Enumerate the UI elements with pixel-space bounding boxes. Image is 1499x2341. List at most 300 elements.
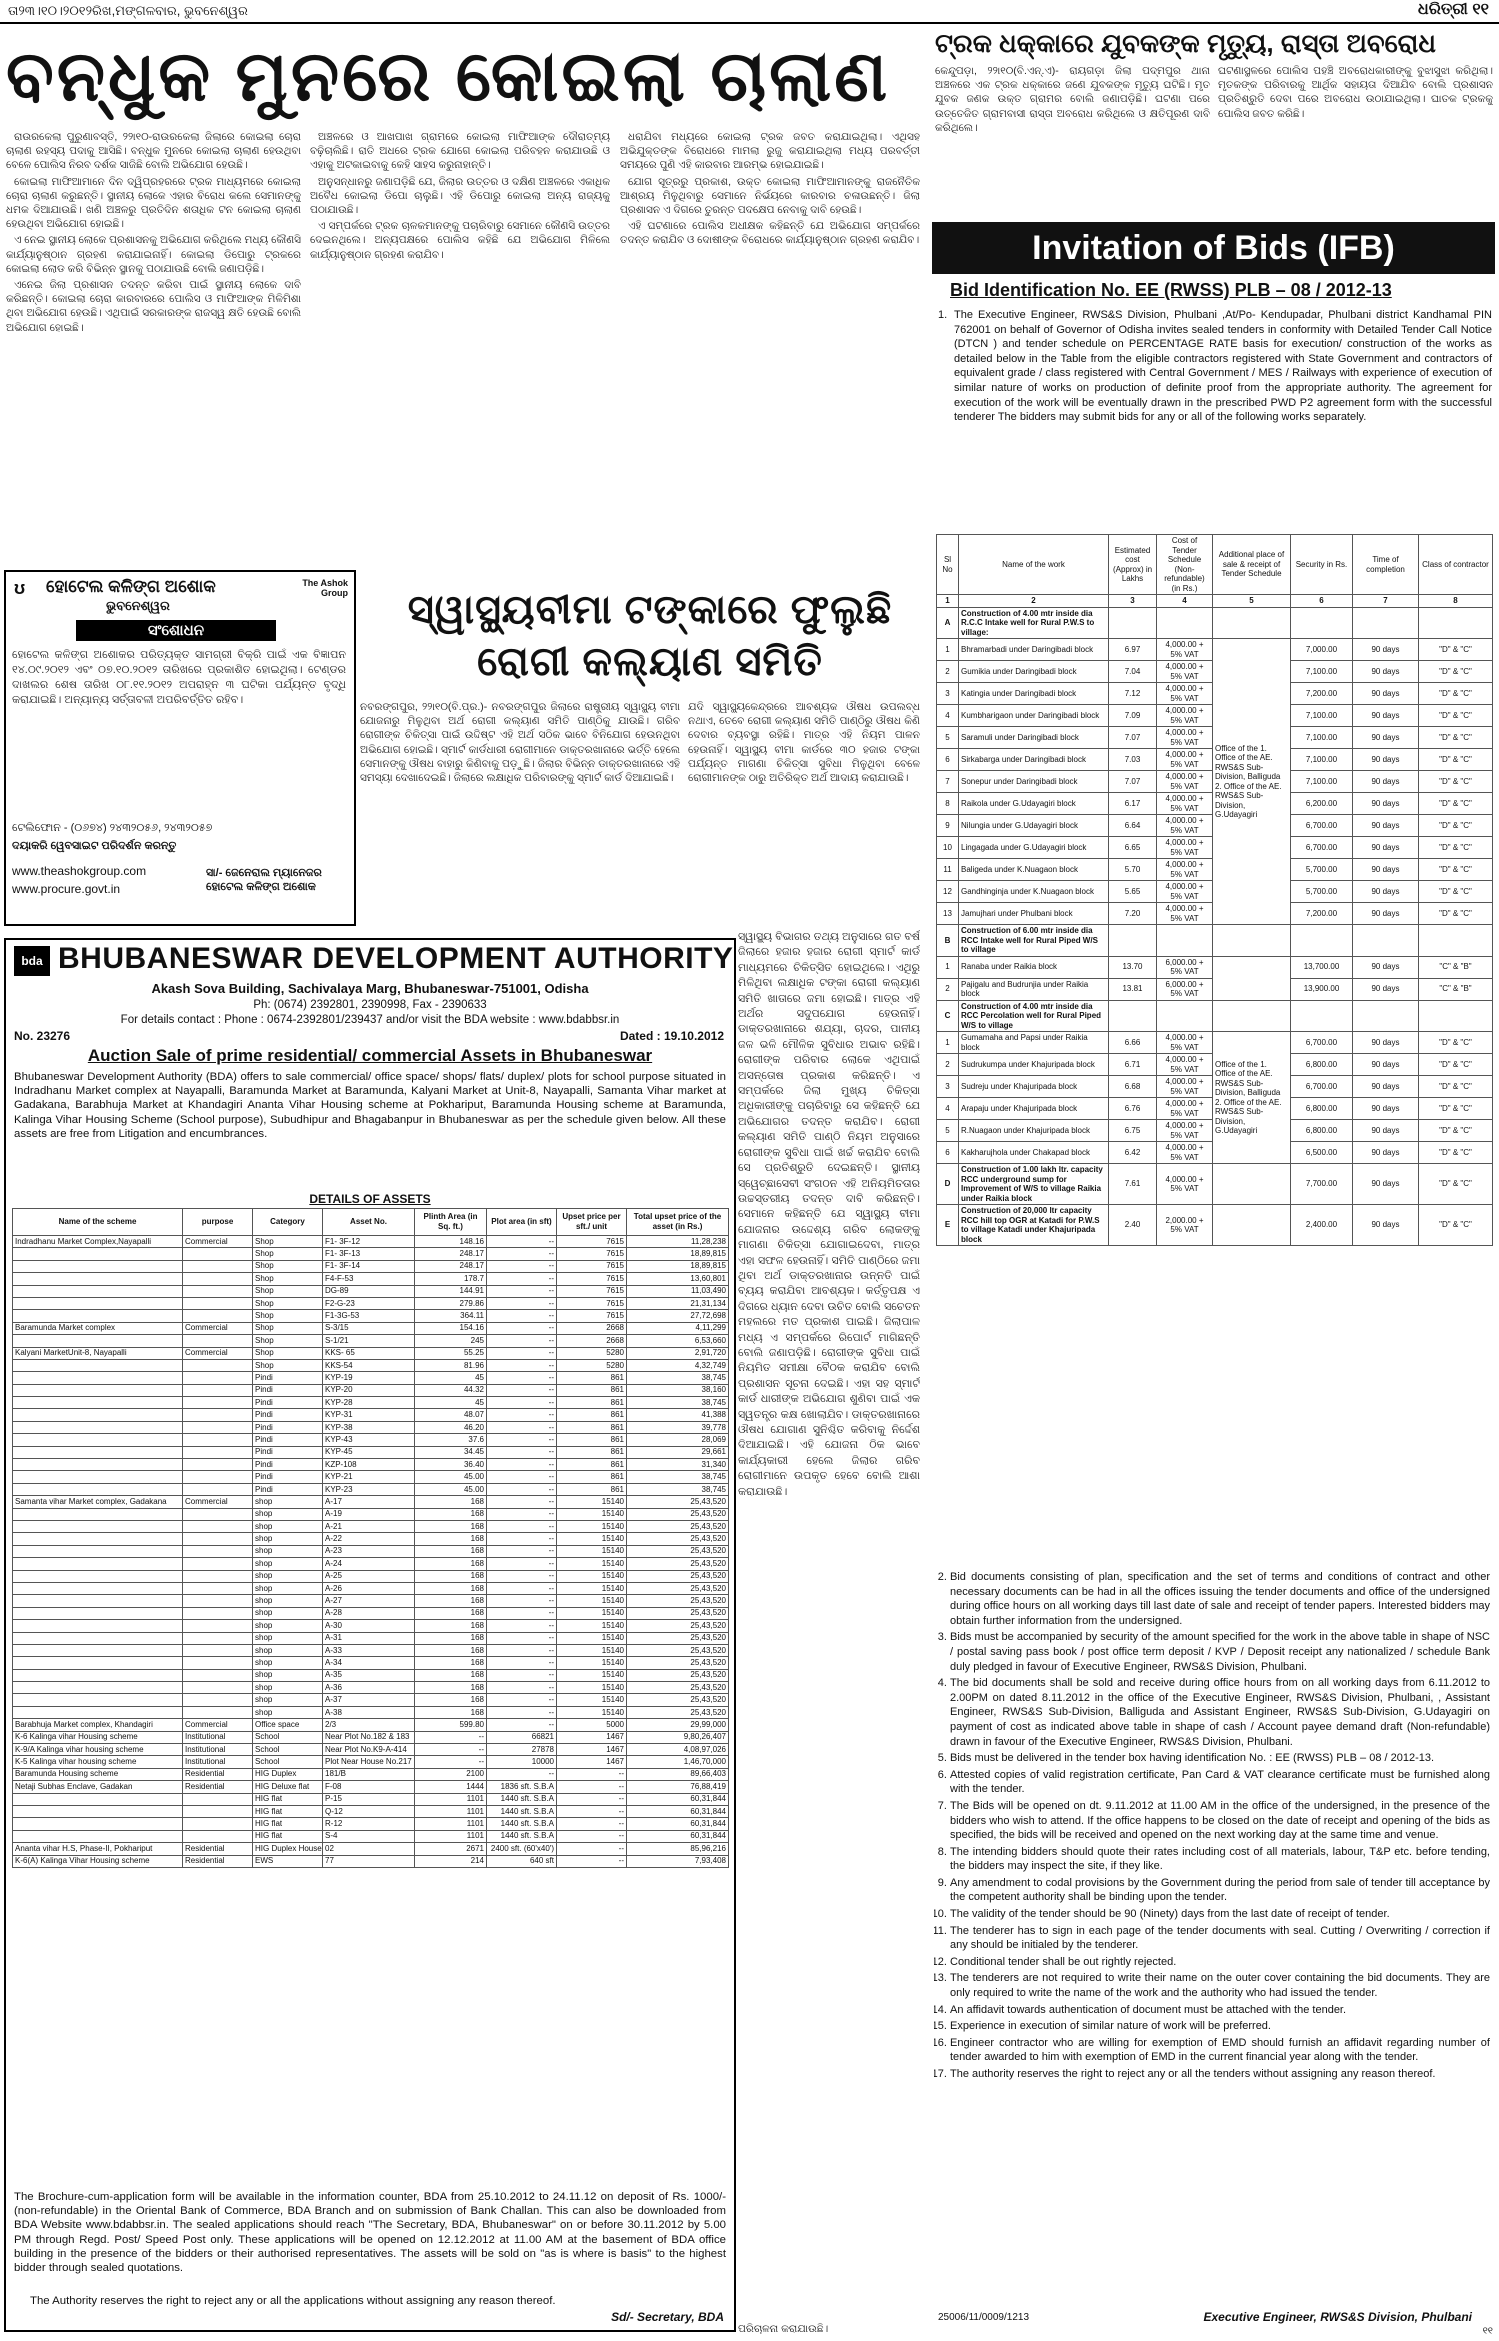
table-cell: 55.25 <box>415 1347 487 1359</box>
table-cell: Pindi <box>253 1459 323 1471</box>
table-cell: 6.68 <box>1109 1076 1157 1098</box>
table-cell <box>13 1669 183 1681</box>
table-cell: Institutional <box>183 1731 253 1743</box>
table-cell: 60,31,844 <box>627 1805 729 1817</box>
table-cell: -- <box>487 1459 557 1471</box>
table-cell: 2671 <box>415 1843 487 1855</box>
table-cell: 90 days <box>1353 1164 1419 1205</box>
column-header: Category <box>253 1209 323 1236</box>
column-number: 3 <box>1109 595 1157 608</box>
table-cell: 168 <box>415 1706 487 1718</box>
table-cell: 25,43,520 <box>627 1682 729 1694</box>
table-cell: 7,200.00 <box>1291 903 1353 925</box>
table-cell: 13,700.00 <box>1291 956 1353 978</box>
table-cell: 45 <box>415 1372 487 1384</box>
table-cell: F1- 3F-12 <box>323 1236 415 1248</box>
second-story-col2: ଘଟଣାସ୍ଥଳରେ ପୋଲିସ ପହଞ୍ଚି ଅବରୋଧକାରୀଙ୍କୁ ବୁଝାସୁଝା କରିଥିଲା। ମୃତକଙ୍କ ପରିବାରକୁ ଆର୍ଥିକ ସହାୟତା ଦିଆଯିବ ବୋଲି ପ୍ରଶାସନ ପ୍ରତିଶ୍ରୁତି ଦେବା ପରେ ଅବରୋଧ ଉଠାଯାଇଥିଲା। ଘାତକ ଟ୍ରକକୁ ପୋଲିସ ଜବତ କରିଛି। <box>1218 65 1493 120</box>
table-cell: 7.20 <box>1109 903 1157 925</box>
table-cell: 7615 <box>557 1310 627 1322</box>
table-cell: 4,000.00 + 5% VAT <box>1157 727 1213 749</box>
table-cell: HIG Deluxe flat <box>253 1781 323 1793</box>
table-cell: EWS <box>253 1855 323 1867</box>
hotel-name: ହୋଟେଲ କଳିଙ୍ଗ ଅଶୋକ <box>46 577 216 596</box>
table-cell: 4,000.00 + 5% VAT <box>1157 815 1213 837</box>
table-cell: 13.81 <box>1109 978 1157 1000</box>
table-cell: 168 <box>415 1508 487 1520</box>
table-cell <box>13 1359 183 1371</box>
table-cell: "D" & "C" <box>1419 1076 1493 1098</box>
group-title: Construction of 20,000 ltr capacity RCC hill top OGR at Katadi for P.W.S to village Katadi under Khajuripada block <box>959 1205 1109 1246</box>
table-cell <box>13 1657 183 1669</box>
table-cell: 38,745 <box>627 1372 729 1384</box>
table-cell: 21,31,134 <box>627 1297 729 1309</box>
table-cell <box>13 1421 183 1433</box>
hotel-city: ଭୁବନେଶ୍ୱର <box>106 598 170 613</box>
page-header <box>0 0 1499 24</box>
table-cell: Pindi <box>253 1397 323 1409</box>
notice-title: ସଂଶୋଧନ <box>76 620 276 641</box>
table-cell: 39,778 <box>627 1421 729 1433</box>
table-cell <box>183 1607 253 1619</box>
table-cell: 25,43,520 <box>627 1595 729 1607</box>
table-cell: 861 <box>557 1397 627 1409</box>
table-row <box>13 1644 729 1656</box>
table-cell: A-26 <box>323 1582 415 1594</box>
table-cell: 5,700.00 <box>1291 881 1353 903</box>
table-cell <box>183 1805 253 1817</box>
table-cell: School <box>253 1744 323 1756</box>
column-header: Asset No. <box>323 1209 415 1236</box>
table-row <box>13 1818 729 1830</box>
table-cell <box>183 1434 253 1446</box>
table-cell: 25,43,520 <box>627 1632 729 1644</box>
table-cell <box>183 1818 253 1830</box>
group-letter: C <box>937 1000 959 1032</box>
table-cell: KYP-23 <box>323 1483 415 1495</box>
table-cell: S-4 <box>323 1830 415 1842</box>
table-cell: -- <box>487 1471 557 1483</box>
table-cell: 5 <box>937 1120 959 1142</box>
table-cell: 38,745 <box>627 1471 729 1483</box>
table-cell: DG-89 <box>323 1285 415 1297</box>
ifb-ad <box>932 222 1495 2340</box>
table-cell: F1-3G-53 <box>323 1310 415 1322</box>
table-cell: R-12 <box>323 1818 415 1830</box>
table-cell: 640 sft <box>487 1855 557 1867</box>
table-cell <box>13 1644 183 1656</box>
hotel-web1[interactable]: www.theashokgroup.com <box>12 864 147 878</box>
table-cell: 25,43,520 <box>627 1533 729 1545</box>
table-cell <box>13 1459 183 1471</box>
table-cell: 168 <box>415 1558 487 1570</box>
table-cell: 4,000.00 + 5% VAT <box>1157 771 1213 793</box>
table-cell: 15140 <box>557 1508 627 1520</box>
table-cell: 168 <box>415 1595 487 1607</box>
table-cell <box>183 1694 253 1706</box>
paragraph: ଅଞ୍ଚଳରେ ଓ ଆଖପାଖ ଗ୍ରାମରେ କୋଇଲା ମାଫିଆଙ୍କ ଦୌରାତ୍ମ୍ୟ ବଢ଼ିଚାଲିଛି। ରାତି ଅଧରେ ଟ୍ରକ ଯୋଗେ କୋଇଲା ପରିବହନ କରାଯାଉଛି ଓ ଏହାକୁ ଅଟକାଇବାକୁ କେହି ସାହସ କରୁନାହାନ୍ତି। <box>310 131 610 172</box>
table-cell: 4,000.00 + 5% VAT <box>1157 749 1213 771</box>
table-cell: 13,60,801 <box>627 1273 729 1285</box>
table-cell: Pindi <box>253 1384 323 1396</box>
table-cell: 7,100.00 <box>1291 727 1353 749</box>
table-cell <box>13 1595 183 1607</box>
table-row <box>13 1607 729 1619</box>
table-row <box>13 1397 729 1409</box>
table-cell: 90 days <box>1353 815 1419 837</box>
table-cell: 15140 <box>557 1520 627 1532</box>
table-cell <box>13 1248 183 1260</box>
table-row <box>13 1471 729 1483</box>
table-cell <box>13 1632 183 1644</box>
table-cell: Gumikia under Daringibadi block <box>959 661 1109 683</box>
table-cell: 11,03,490 <box>627 1285 729 1297</box>
table-cell: 7,100.00 <box>1291 771 1353 793</box>
table-cell: A-34 <box>323 1657 415 1669</box>
table-cell: 4,11,299 <box>627 1322 729 1334</box>
table-row <box>13 1421 729 1433</box>
table-cell: 13.70 <box>1109 956 1157 978</box>
bda-footer2: The Authority reserves the right to reject any or all the applications without assigning any reason thereof. <box>30 2295 556 2307</box>
table-row <box>13 1669 729 1681</box>
table-cell: "D" & "C" <box>1419 1205 1493 1246</box>
table-cell: Commercial <box>183 1719 253 1731</box>
table-cell <box>183 1397 253 1409</box>
table-cell: 6,700.00 <box>1291 815 1353 837</box>
table-cell: 1101 <box>415 1805 487 1817</box>
table-cell: 245 <box>415 1335 487 1347</box>
hotel-phone: ଟେଲିଫୋନ - (୦୬୭୪) ୨୪୩୨୦୫୬, ୨୪୩୨୦୫୭ <box>12 822 213 834</box>
column-header: purpose <box>183 1209 253 1236</box>
table-cell: HIG flat <box>253 1805 323 1817</box>
table-cell: Samanta vihar Market complex, Gadakana <box>13 1496 183 1508</box>
table-cell: 7,93,408 <box>627 1855 729 1867</box>
table-cell: 7.04 <box>1109 661 1157 683</box>
table-cell: Residential <box>183 1781 253 1793</box>
column-number: 7 <box>1353 595 1419 608</box>
table-cell: 90 days <box>1353 705 1419 727</box>
table-cell: 6,500.00 <box>1291 1142 1353 1164</box>
table-cell: HIG Duplex <box>253 1768 323 1780</box>
table-row <box>13 1347 729 1359</box>
bda-address: Akash Sova Building, Sachivalaya Marg, Bhubaneswar-751001, Odisha <box>151 981 589 996</box>
table-cell: 7,100.00 <box>1291 749 1353 771</box>
table-row <box>13 1285 729 1297</box>
table-cell: 8 <box>937 793 959 815</box>
table-cell: Sonepur under Daringibadi block <box>959 771 1109 793</box>
group-letter: A <box>937 607 959 639</box>
bda-no: No. 23276 <box>14 1029 71 1043</box>
table-cell: Office of the 1. Office of the AE. RWS&S Sub-Division, Balliguda 2. Office of the AE. RWS&S Sub-Division, G.Udayagiri <box>1213 1032 1291 1164</box>
table-cell: 10 <box>937 837 959 859</box>
ifb-bid-id: Bid Identification No. EE (RWSS) PLB – 08 / 2012-13 <box>950 280 1392 300</box>
table-row <box>937 956 1493 978</box>
table-cell: -- <box>487 1719 557 1731</box>
table-cell <box>13 1297 183 1309</box>
table-cell: Shop <box>253 1248 323 1260</box>
table-cell: Baligeda under K.Nuagaon block <box>959 859 1109 881</box>
table-cell: 12 <box>937 881 959 903</box>
table-cell: -- <box>487 1520 557 1532</box>
table-row <box>13 1632 729 1644</box>
table-cell: Bhramarbadi under Daringibadi block <box>959 639 1109 661</box>
table-cell: 18,89,815 <box>627 1248 729 1260</box>
health-story-col3: ସ୍ୱାସ୍ଥ୍ୟ ବିଭାଗର ତଥ୍ୟ ଅନୁସାରେ ଗତ ବର୍ଷ ଜିଲାରେ ହଜାର ହଜାର ରୋଗୀ ସ୍ମାର୍ଟ କାର୍ଡ ମାଧ୍ୟମରେ ଚିକିତ୍ସିତ ହୋଇଥିଲେ। ଏଥିରୁ ମିଳିଥିବା ଲକ୍ଷାଧିକ ଟଙ୍କା ରୋଗୀ କଲ୍ୟାଣ ସମିତି ଖାତାରେ ଜମା ହୋଇଛି। ମାତ୍ର ଏହି ଅର୍ଥର ସଦୁପଯୋଗ ହେଉନାହିଁ। ଡାକ୍ତରଖାନାରେ ଶଯ୍ୟା, ଚାଦର, ପାନୀୟ ଜଳ ଭଳି ମୌଳିକ ସୁବିଧାର ଅଭାବ ରହିଛି। ରୋଗୀଙ୍କ ପରିବାର ଲୋକେ ଏଥିପାଇଁ ଅସନ୍ତୋଷ ପ୍ରକାଶ କରିଛନ୍ତି। ଏ ସମ୍ପର୍କରେ ଜିଲା ମୁଖ୍ୟ ଚିକିତ୍ସା ଅଧିକାରୀଙ୍କୁ ପଚାରିବାରୁ ସେ କହିଛନ୍ତି ଯେ ଅଭିଯୋଗର ତଦନ୍ତ କରାଯିବ। ରୋଗୀ କଲ୍ୟାଣ ସମିତି ପାଣ୍ଠି ନିୟମ ଅନୁସାରେ ରୋଗୀଙ୍କ ସୁବିଧା ପାଇଁ ଖର୍ଚ୍ଚ କରାଯିବ ବୋଲି ସେ ପ୍ରତିଶ୍ରୁତି ଦେଇଛନ୍ତି। ସ୍ଥାନୀୟ ସ୍ୱେଚ୍ଛାସେବୀ ସଂଗଠନ ଏହି ଅନିୟମିତତାର ଉଚ୍ଚସ୍ତରୀୟ ତଦନ୍ତ ଦାବି କରିଛନ୍ତି। ସେମାନେ କହିଛନ୍ତି ଯେ ସ୍ୱାସ୍ଥ୍ୟ ବୀମା ଯୋଜନାର ଉଦ୍ଦେଶ୍ୟ ଗରିବ ଲୋକଙ୍କୁ ମାଗଣା ଚିକିତ୍ସା ଯୋଗାଇଦେବା, ମାତ୍ର ଏହା ସଫଳ ହେଉନାହିଁ। ସମିତି ପାଣ୍ଠିରେ ଜମା ଥିବା ଅର୍ଥ ଡାକ୍ତରଖାନାର ଉନ୍ନତି ପାଇଁ ବ୍ୟୟ କରାଯିବା ଆବଶ୍ୟକ। କର୍ତ୍ତୃପକ୍ଷ ଏ ଦିଗରେ ଧ୍ୟାନ ଦେବା ଉଚିତ ବୋଲି ସଚେତନ ମହଲରେ ମତ ପ୍ରକାଶ ପାଇଛି। ଜିଲାପାଳ ମଧ୍ୟ ଏ ସମ୍ପର୍କରେ ରିପୋର୍ଟ ମାଗିଛନ୍ତି ବୋଲି ଜଣାପଡ଼ିଛି। ରୋଗୀଙ୍କ ସୁବିଧା ପାଇଁ ନିୟମିତ ସମୀକ୍ଷା ବୈଠକ କରାଯିବ ବୋଲି ପ୍ରଶାସନ ସୂଚନା ଦେଇଛି। ଏହା ସହ ସ୍ମାର୍ଟ କାର୍ଡ ଧାରୀଙ୍କ ଅଭିଯୋଗ ଶୁଣିବା ପାଇଁ ଏକ ସ୍ୱତନ୍ତ୍ର କକ୍ଷ ଖୋଲାଯିବ। ଡାକ୍ତରଖାନାରେ ଔଷଧ ଯୋଗାଣ ସୁନିଶ୍ଚିତ କରିବାକୁ ନିର୍ଦ୍ଦେଶ ଦିଆଯାଇଛି। ଏହି ଯୋଜନା ଠିକ ଭାବେ କାର୍ଯ୍ୟକାରୀ ହେଲେ ଜିଲାର ଗରିବ ରୋଗୀମାନେ ଉପକୃତ ହେବେ ବୋଲି ଆଶା କରାଯାଉଛି। <box>738 931 920 1498</box>
table-cell: 25,43,520 <box>627 1657 729 1669</box>
table-cell: 5280 <box>557 1347 627 1359</box>
table-cell: 38,160 <box>627 1384 729 1396</box>
table-cell <box>1213 607 1291 639</box>
table-cell: 5280 <box>557 1359 627 1371</box>
table-cell <box>1157 607 1213 639</box>
table-cell: 5,700.00 <box>1291 859 1353 881</box>
condition-item: 6. Attested copies of valid registration certificate, Pan Card & VAT clearance certificate must be furnished along with the tender. <box>950 1768 1490 1797</box>
table-cell: A-38 <box>323 1706 415 1718</box>
table-cell: 6,700.00 <box>1291 1032 1353 1054</box>
table-cell: K-5 Kalinga vihar housing scheme <box>13 1756 183 1768</box>
table-cell: 7615 <box>557 1248 627 1260</box>
table-cell: 90 days <box>1353 978 1419 1000</box>
table-cell: 7,200.00 <box>1291 683 1353 705</box>
table-cell: 15140 <box>557 1558 627 1570</box>
table-cell <box>13 1310 183 1322</box>
table-row <box>13 1446 729 1458</box>
table-cell: 6.64 <box>1109 815 1157 837</box>
table-row <box>13 1483 729 1495</box>
table-cell <box>183 1830 253 1842</box>
table-cell: KYP-20 <box>323 1384 415 1396</box>
table-cell <box>13 1260 183 1272</box>
table-cell: 90 days <box>1353 837 1419 859</box>
table-cell: F1- 3F-14 <box>323 1260 415 1272</box>
table-cell: Gumamaha and Papsi under Raikia block <box>959 1032 1109 1054</box>
table-cell: 7615 <box>557 1260 627 1272</box>
table-cell: shop <box>253 1694 323 1706</box>
table-cell <box>1157 925 1213 957</box>
table-cell: 6,000.00 + 5% VAT <box>1157 956 1213 978</box>
table-row <box>13 1793 729 1805</box>
table-cell: 25,43,520 <box>627 1558 729 1570</box>
table-cell: 25,43,520 <box>627 1607 729 1619</box>
condition-item: 9. Any amendment to codal provisions by the Government during the period from sale of tender till acceptance by the competent authority shall be binding upon the tender. <box>950 1876 1490 1905</box>
table-cell: -- <box>487 1669 557 1681</box>
table-cell: Shop <box>253 1335 323 1347</box>
table-cell: 90 days <box>1353 1032 1419 1054</box>
table-cell: 1101 <box>415 1818 487 1830</box>
table-cell: "D" & "C" <box>1419 771 1493 793</box>
table-cell: 4,000.00 + 5% VAT <box>1157 793 1213 815</box>
table-row <box>13 1620 729 1632</box>
table-row <box>937 1205 1493 1246</box>
paragraph: ଏନେଇ ଜିଲା ପ୍ରଶାସନ ତଦନ୍ତ କରିବା ପାଇଁ ସ୍ଥାନୀୟ ଲୋକେ ଦାବି କରିଛନ୍ତି। କୋଇଲା ଚୋରା କାରବାରରେ ପୋଲିସ ଓ ମାଫିଆଙ୍କ ମିଳିମିଶା ଥିବା ଅଭିଯୋଗ ହେଉଛି। ଏଥିପାଇଁ ସରକାରଙ୍କ ରାଜସ୍ୱ କ୍ଷତି ହେଉଛି ବୋଲି ଅଭିଯୋଗ ହୋଇଛି। <box>6 279 301 334</box>
bda-dated: Dated : 19.10.2012 <box>619 1029 724 1043</box>
table-cell: "D" & "C" <box>1419 661 1493 683</box>
table-cell: 2400 sft. (60'x40') <box>487 1843 557 1855</box>
table-cell: 9,80,26,407 <box>627 1731 729 1743</box>
table-cell: 85,96,216 <box>627 1843 729 1855</box>
table-cell <box>13 1508 183 1520</box>
table-cell: 154.16 <box>415 1322 487 1334</box>
table-cell <box>183 1570 253 1582</box>
table-cell <box>1213 1164 1291 1205</box>
table-cell: 25,43,520 <box>627 1706 729 1718</box>
table-cell: shop <box>253 1582 323 1594</box>
table-cell: "C" & "B" <box>1419 978 1493 1000</box>
table-cell: -- <box>487 1682 557 1694</box>
table-cell: 2,000.00 + 5% VAT <box>1157 1205 1213 1246</box>
table-cell: 168 <box>415 1694 487 1706</box>
condition-item: 17. The authority reserves the right to reject any or all the tenders without assigning any reason thereof. <box>950 2067 1490 2082</box>
table-cell: -- <box>487 1297 557 1309</box>
table-cell: 168 <box>415 1582 487 1594</box>
health-story-col1: ନବରଙ୍ଗପୁର, ୨୨ା୧୦(ବି.ପ୍ର.)- ନବରଙ୍ଗପୁର ଜିଲାରେ ରାଷ୍ଟ୍ରୀୟ ସ୍ୱାସ୍ଥ୍ୟ ବୀମା ଯୋଜନାରୁ ମିଳୁଥିବା ଅର୍ଥ ରୋଗୀ କଲ୍ୟାଣ ସମିତି ପାଣ୍ଠିକୁ ଯାଉଛି। ଗରିବ ରୋଗୀଙ୍କ ଚିକିତ୍ସା ପାଇଁ ଉଦ୍ଦିଷ୍ଟ ଏହି ଅର୍ଥ ସଠିକ ଭାବେ ବିନିଯୋଗ ହେଉନଥିବା ଅଭିଯୋଗ ହୋଇଛି। ସ୍ମାର୍ଟ କାର୍ଡଧାରୀ ରୋଗୀମାନେ ଡାକ୍ତରଖାନାରେ ଭର୍ତ୍ତି ହେଲେ ସେମାନଙ୍କୁ ଔଷଧ ବାହାରୁ କିଣିବାକୁ ପଡ଼ୁଛି। ଜିଲାର ବିଭିନ୍ନ ଡାକ୍ତରଖାନାରେ ଏହି ସମସ୍ୟା ଦେଖାଦେଇଛି। ଜିଲାରେ ଲକ୍ଷାଧିକ ପରିବାରଙ୍କୁ ସ୍ମାର୍ଟ କାର୍ଡ ଦିଆଯାଇଛି। <box>360 701 680 785</box>
table-cell: A-21 <box>323 1520 415 1532</box>
table-cell: 6,800.00 <box>1291 1120 1353 1142</box>
table-cell: "D" & "C" <box>1419 683 1493 705</box>
table-cell: 7 <box>937 771 959 793</box>
table-cell: 7.61 <box>1109 1164 1157 1205</box>
table-cell: -- <box>487 1620 557 1632</box>
table-row <box>13 1520 729 1532</box>
second-story-col1: କେନ୍ଦୁପଡ଼ା, ୨୨ା୧୦(ବି.ଏନ୍.ଏ)- ରାୟଗଡ଼ା ଜିଲା ପଦ୍ମପୁର ଥାନା ଅଞ୍ଚଳରେ ଏକ ଟ୍ରକ ଧକ୍କାରେ ଜଣେ ଯୁବକଙ୍କ ମୃତ୍ୟୁ ଘଟିଛି। ମୃତ ଯୁବକ ଜଣକ ଉକ୍ତ ଗ୍ରାମର ବୋଲି ଜଣାପଡ଼ିଛି। ଘଟଣା ପରେ ଉତ୍ତେଜିତ ଗ୍ରାମବାସୀ ରାସ୍ତା ଅବରୋଧ କରିଥିଲେ ଓ କ୍ଷତିପୂରଣ ଦାବି କରିଥିଲେ। <box>935 65 1210 134</box>
table-cell: 27878 <box>487 1744 557 1756</box>
table-cell: -- <box>487 1310 557 1322</box>
table-cell: 2668 <box>557 1322 627 1334</box>
table-cell: 1440 sft. S.B.A <box>487 1818 557 1830</box>
table-cell: Pindi <box>253 1409 323 1421</box>
table-row <box>937 1164 1493 1205</box>
table-cell: -- <box>487 1236 557 1248</box>
table-cell: 15140 <box>557 1644 627 1656</box>
table-cell: 81.96 <box>415 1359 487 1371</box>
table-cell: Institutional <box>183 1744 253 1756</box>
condition-item: 4. The bid documents shall be sold and receive during office hours from on all working days from 6.11.2012 to 2.00PM on dated 8.11.2012 in the office of the Executive Engineer, RWS&S Division, Phulbani, , Assistant Engineer, RWS&S Sub-Division, Balliguda and Assistant Engineer, RWS&S Sub-Division, G.Udayagiri on payment of cost as indicated above table in shape of cash / Account payee demand draft (Non-refundable) drawn in favour of the Executive Engineer, RWS&S Division, Phulbani. <box>950 1676 1490 1749</box>
table-cell: Shop <box>253 1347 323 1359</box>
table-cell: Near Plot No.K9-A-414 <box>323 1744 415 1756</box>
table-cell: -- <box>487 1694 557 1706</box>
table-cell: 1101 <box>415 1830 487 1842</box>
table-cell: Shop <box>253 1359 323 1371</box>
table-cell: Kumbharigaon under Daringibadi block <box>959 705 1109 727</box>
table-cell: 2 <box>937 978 959 1000</box>
table-cell <box>1157 1000 1213 1032</box>
table-cell: 46.20 <box>415 1421 487 1433</box>
group-letter: E <box>937 1205 959 1246</box>
main-headline: ବନ୍ଧୁକ ମୁନରେ କୋଇଲା ଚାଲାଣ <box>6 37 891 115</box>
table-row <box>937 1032 1493 1054</box>
table-cell: 861 <box>557 1384 627 1396</box>
paragraph: କୋଇଲା ମାଫିଆମାନେ ଦିନ ଦ୍ୱିପ୍ରହରରେ ଟ୍ରକ ମାଧ୍ୟମରେ କୋଇଲା ଚୋରା ଚାଲାଣ କରୁଛନ୍ତି। ସ୍ଥାନୀୟ ଲୋକେ ଏହାର ବିରୋଧ କଲେ ସେମାନଙ୍କୁ ଧମକ ଦିଆଯାଉଛି। ଖଣି ଅଞ୍ଚଳରୁ ପ୍ରତିଦିନ ଶତାଧିକ ଟନ କୋଇଲା ଚାଲାଣ ହେଉଥିବା ଅଭିଯୋଗ ହୋଇଛି। <box>6 175 301 231</box>
table-cell: A-24 <box>323 1558 415 1570</box>
table-cell: 10000 <box>487 1756 557 1768</box>
table-cell: "D" & "C" <box>1419 1120 1493 1142</box>
table-cell <box>13 1520 183 1532</box>
table-cell: 1440 sft. S.B.A <box>487 1805 557 1817</box>
table-cell <box>183 1620 253 1632</box>
table-cell: 48.07 <box>415 1409 487 1421</box>
table-cell <box>183 1483 253 1495</box>
table-cell: Pindi <box>253 1434 323 1446</box>
table-cell: 4 <box>937 1098 959 1120</box>
bda-footer1: The Brochure-cum-application form will be available in the information counter, BDA from 25.10.2012 to 24.11.12 on deposit of Rs. 1000/- (non-refundable) in the Oriental Bank of Commerce, BDA Branch and on submission of Bank Challan. This can also be downloaded from BDA Website www.bdabbsr.in. The sealed applications should reach "The Secretary, BDA, Bhubaneswar" on or before 30.11.2012 by 5.00 PM through Regd. Post/ Speed Post only. These applications will be opened on 12.12.2012 at 11.00 AM at the basement of BDA office building in the presence of the bidders or their authorised representatives. The assets will be sold on "as is where is basis" to the highest bidder through sealed quotations. <box>14 2191 726 2275</box>
table-cell: 15140 <box>557 1706 627 1718</box>
table-cell <box>1213 1205 1291 1246</box>
table-row <box>13 1248 729 1260</box>
table-cell: shop <box>253 1595 323 1607</box>
column-number: 2 <box>959 595 1109 608</box>
table-cell: 60,31,844 <box>627 1793 729 1805</box>
table-cell: 90 days <box>1353 956 1419 978</box>
table-cell: "D" & "C" <box>1419 903 1493 925</box>
table-cell: S-3/15 <box>323 1322 415 1334</box>
condition-item: 15. Experience in execution of similar nature of work will be preferred. <box>950 2019 1490 2034</box>
table-cell: "D" & "C" <box>1419 1164 1493 1205</box>
table-cell: 9 <box>937 815 959 837</box>
table-row <box>13 1558 729 1570</box>
table-cell: 7615 <box>557 1285 627 1297</box>
table-cell: shop <box>253 1558 323 1570</box>
table-cell: -- <box>557 1768 627 1780</box>
table-cell: 168 <box>415 1570 487 1582</box>
table-cell <box>183 1384 253 1396</box>
table-cell: 15140 <box>557 1582 627 1594</box>
table-cell: -- <box>557 1781 627 1793</box>
table-cell: 25,43,520 <box>627 1508 729 1520</box>
health-story-col2: ଯଦି ସ୍ୱାସ୍ଥ୍ୟକେନ୍ଦ୍ରରେ ଆବଶ୍ୟକ ଔଷଧ ଉପଲବ୍ଧ ନଥାଏ, ତେବେ ରୋଗୀ କଲ୍ୟାଣ ସମିତି ପାଣ୍ଠିରୁ ଔଷଧ କିଣି ଦେବାର ବ୍ୟବସ୍ଥା ରହିଛି। ମାତ୍ର ଏହି ନିୟମ ପାଳନ ହେଉନାହିଁ। ସ୍ୱାସ୍ଥ୍ୟ ବୀମା କାର୍ଡରେ ୩୦ ହଜାର ଟଙ୍କା ପର୍ଯ୍ୟନ୍ତ ମାଗଣା ଚିକିତ୍ସା ସୁବିଧା ମିଳୁଥିବା ବେଳେ ରୋଗୀମାନଙ୍କ ଠାରୁ ଅତିରିକ୍ତ ଅର୍ଥ ଆଦାୟ କରାଯାଉଛି। <box>688 701 920 785</box>
table-cell: -- <box>557 1855 627 1867</box>
table-row <box>13 1805 729 1817</box>
table-row <box>13 1570 729 1582</box>
table-cell: 41,388 <box>627 1409 729 1421</box>
table-cell <box>183 1248 253 1260</box>
table-cell: 25,43,520 <box>627 1669 729 1681</box>
table-cell: Commercial <box>183 1236 253 1248</box>
table-cell: -- <box>557 1805 627 1817</box>
table-cell: "D" & "C" <box>1419 749 1493 771</box>
table-cell: Commercial <box>183 1322 253 1334</box>
table-cell: 248.17 <box>415 1260 487 1272</box>
hotel-web2[interactable]: www.procure.govt.in <box>12 882 121 896</box>
bda-heading: Auction Sale of prime residential/ commercial Assets in Bhubaneswar <box>87 1046 653 1065</box>
table-cell: 181/B <box>323 1768 415 1780</box>
table-cell: 861 <box>557 1459 627 1471</box>
table-cell: Shop <box>253 1310 323 1322</box>
health-headline-2: ରୋଗୀ କଲ୍ୟାଣ ସମିତି <box>477 640 823 684</box>
table-cell: 5.65 <box>1109 881 1157 903</box>
table-row <box>13 1545 729 1557</box>
table-cell: 13 <box>937 903 959 925</box>
table-cell: 168 <box>415 1657 487 1669</box>
table-cell: 861 <box>557 1446 627 1458</box>
table-cell: 90 days <box>1353 1076 1419 1098</box>
table-cell <box>1291 925 1353 957</box>
table-cell: 2 <box>937 661 959 683</box>
table-cell: "D" & "C" <box>1419 793 1493 815</box>
table-cell <box>13 1570 183 1582</box>
table-cell: 15140 <box>557 1570 627 1582</box>
table-cell <box>183 1459 253 1471</box>
table-cell: HIG Duplex House <box>253 1843 323 1855</box>
table-cell: Shop <box>253 1236 323 1248</box>
table-cell: -- <box>487 1570 557 1582</box>
table-cell <box>13 1372 183 1384</box>
table-cell <box>1419 925 1493 957</box>
hotel-ad <box>4 570 356 926</box>
table-cell: 7.09 <box>1109 705 1157 727</box>
paragraph: ରାଉରକେଲା ପୁରୁଣାବସ୍ତି, ୨୨ା୧୦-ରାଉରକେଲା ଜିଲାରେ କୋଇଲା ଚୋରା ଚାଲାଣ ରହସ୍ୟ ପଦାକୁ ଆସିଛି। ବନ୍ଧୁକ ମୁନରେ କୋଇଲା ଚାଲାଣ ହେଉଥିବା ବେଳେ ପୋଲିସ ନିରବ ଦର୍ଶକ ସାଜିଛି ବୋଲି ଅଭିଯୋଗ ହେଉଛି। <box>6 131 301 172</box>
table-cell <box>183 1706 253 1718</box>
table-cell: 2,91,720 <box>627 1347 729 1359</box>
table-cell: Sudrukumpa under Khajuripada block <box>959 1054 1109 1076</box>
